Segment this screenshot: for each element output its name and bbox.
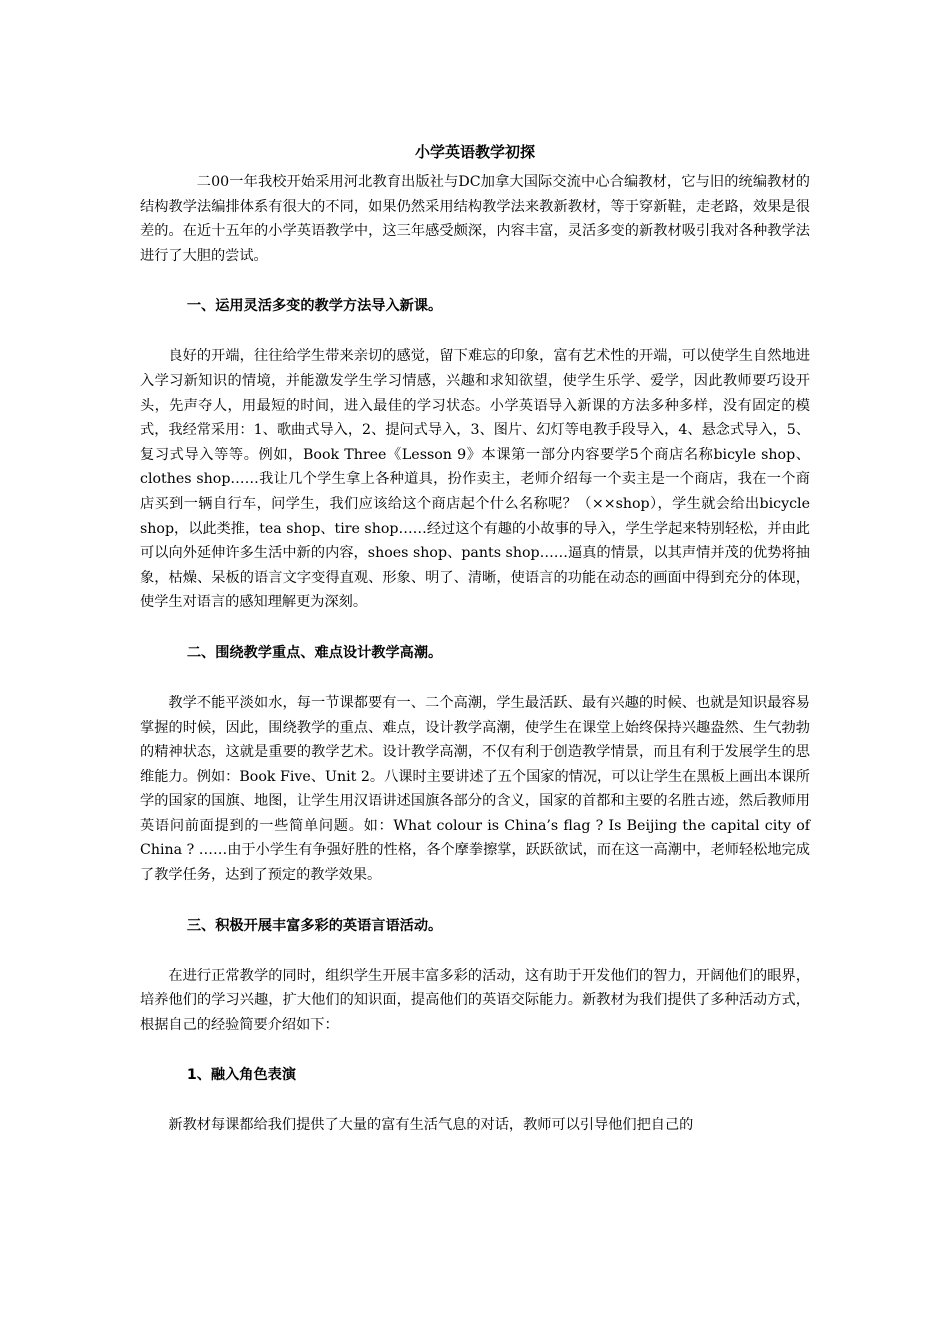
section-body-1: 良好的开端，往往给学生带来亲切的感觉，留下难忘的印象，富有艺术性的开端，可以使学生自然地进入学习新知识的情境，并能激发学生学习情感，兴趣和求知欲望，使学生乐学、爱学，因此教师要巧设开头，先声夺人，用最短的时间，进入最佳的学习状态。小学英语导入新课的方法多种多样，没有固定的模式，我经常采用：1、歌曲式导入，2、提问式导入，3、图片、幻灯等电教手段导入，4、悬念式导入，5、复习式导入等等。例如，Book Three《Lesson 9》本课第一部分内容要学5个商店名称bicyle shop、clothes shop……我让几个学生拿上各种道具，扮作卖主，老师介绍每一个卖主是一个商店，我在一个商店买到一辆自行车，问学生，我们应该给这个商店起个什么名称呢？（××shop），学生就会给出bicycle shop，以此类推，tea shop、tire shop……经过这个有趣的小故事的导入，学生学起来特别轻松，并由此可以向外延伸许多生活中新的内容，shoes shop、pants shop……逼真的情景，以其声情并茂的优势将抽象，枯燥、呆板的语言文字变得直观、形象、明了、清晰，使语言的功能在动态的画面中得到充分的体现，使学生对语言的感知理解更为深刻。 bbox=[140, 348, 810, 611]
section-heading-4: 1、融入角色表演 bbox=[186, 1067, 297, 1084]
spacer bbox=[140, 1087, 810, 1113]
section-heading-2: 二、围绕教学重点、难点设计教学高潮。 bbox=[186, 644, 443, 661]
section-body-3: 在进行正常教学的同时，组织学生开展丰富多彩的活动，这有助于开发他们的智力，开阔他们的眼界，培养他们的学习兴趣，扩大他们的知识面，提高他们的英语交际能力。新教材为我们提供了多种活动方式，根据自己的经验简要介绍如下： bbox=[140, 967, 810, 1033]
spacer bbox=[140, 665, 810, 691]
spacer bbox=[140, 1037, 810, 1063]
section-body-2: 教学不能平淡如水，每一节课都要有一、二个高潮，学生最活跃、最有兴趣的时候、也就是知识最容易掌握的时候，因此，围绕教学的重点、难点，设计教学高潮，使学生在课堂上始终保持兴趣盎然、生气勃勃的精神状态，这就是重要的教学艺术。设计教学高潮，不仅有利于创造教学情景，而且有利于发展学生的思维能力。例如：Book Five、Unit 2。八课时主要讲述了五个国家的情况，可以让学生在黑板上画出本课所学的国家的国旗、地图，让学生用汉语讲述国旗各部分的含义，国家的首都和主要的名胜古迹，然后教师用英语问前面提到的一些简单问题。如：What colour is China’s flag ? Is Beijing the capital city of China ? ……由于小学生有争强好胜的性格，各个摩拳擦掌，跃跃欲试，而在这一高潮中，老师轻松地完成了教学任务，达到了预定的教学效果。 bbox=[140, 694, 810, 884]
section-body-4: 新教材每课都给我们提供了大量的富有生活气息的对话，教师可以引导他们把自己的 bbox=[168, 1117, 694, 1134]
section-heading-1: 一、运用灵活多变的教学方法导入新课。 bbox=[186, 298, 443, 315]
document-page bbox=[140, 140, 810, 1138]
spacer bbox=[140, 268, 810, 294]
section-heading-3: 三、积极开展丰富多彩的英语言语活动。 bbox=[186, 917, 443, 934]
spacer bbox=[140, 938, 810, 964]
intro-paragraph: 二00一年我校开始采用河北教育出版社与DC加拿大国际交流中心合编教材，它与旧的统编教材的结构教学法编排体系有很大的不同，如果仍然采用结构教学法来教新教材，等于穿新鞋，走老路，效果是很差的。在近十五年的小学英语教学中，这三年感受颇深，内容丰富，灵活多变的新教材吸引我对各种教学法进行了大胆的尝试。 bbox=[140, 174, 810, 264]
spacer bbox=[140, 615, 810, 641]
spacer bbox=[140, 318, 810, 344]
document-title: 小学英语教学初探 bbox=[414, 143, 535, 161]
spacer bbox=[140, 888, 810, 914]
